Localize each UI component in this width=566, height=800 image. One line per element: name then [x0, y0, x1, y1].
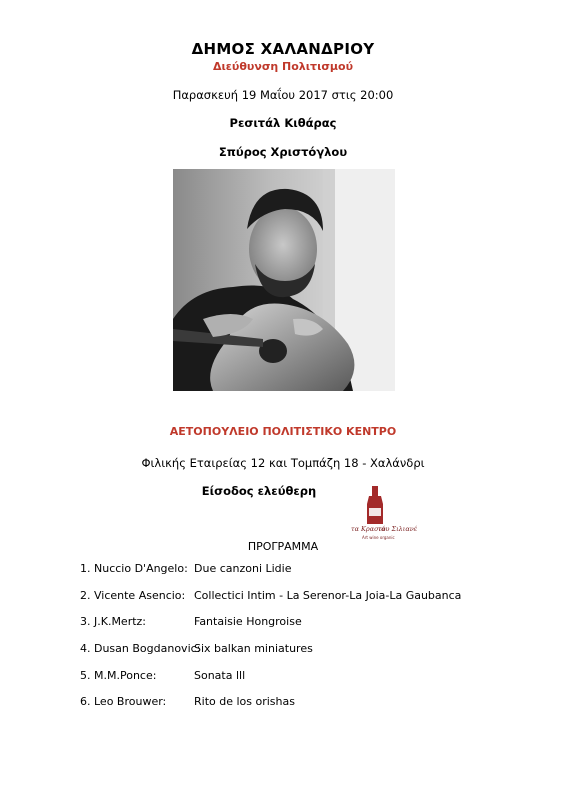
program-composer: 5. M.M.Ponce:: [80, 669, 157, 682]
program-work: Collectici Intim - La Serenor-La Joia-La Gaubanca: [194, 589, 462, 602]
program-work: Six balkan miniatures: [194, 642, 313, 655]
program-work: Due canzoni Lidie: [194, 562, 292, 575]
program-work: Sonata lll: [194, 669, 246, 682]
venue-address: Φιλικής Εταιρείας 12 και Τομπάζη 18 - Χαλάνδρι: [141, 456, 425, 470]
event-title: Ρεσιτάλ Κιθάρας: [229, 116, 337, 130]
program-composer: 3. J.K.Mertz:: [80, 615, 147, 628]
program-title: ΠΡΟΓΡΑΜΜΑ: [247, 540, 319, 553]
program-work: Fantaisie Hongroise: [194, 615, 302, 628]
program-composer: 4. Dusan Bogdanovic:: [80, 642, 201, 655]
wine-sponsor-logo: [348, 484, 418, 542]
svg-text:του Σιλιανέ: του Σιλιανέ: [378, 525, 418, 533]
program-work: Rito de los orishas: [194, 695, 295, 708]
performer-name: Σπύρος Χριστόγλου: [218, 145, 348, 159]
free-entry-note: Είσοδος ελεύθερη: [201, 484, 317, 498]
guitarist-photo: [173, 169, 395, 391]
municipality-title: ΔΗΜΟΣ ΧΑΛΑΝΔΡΙΟΥ: [191, 40, 375, 58]
svg-text:τα Κρασιά: τα Κρασιά: [351, 525, 386, 533]
svg-text:Art wine organic: Art wine organic: [362, 535, 395, 540]
program-composer: 2. Vicente Asencio:: [80, 589, 186, 602]
program-composer: 1. Nuccio D'Angelo:: [80, 562, 188, 575]
directorate-subtitle: Διεύθυνση Πολιτισμού: [212, 60, 354, 73]
program-composer: 6. Leo Brouwer:: [80, 695, 167, 708]
venue-name: ΑΕΤΟΠΟΥΛΕΙΟ ΠΟΛΙΤΙΣΤΙΚΟ ΚΕΝΤΡΟ: [169, 425, 397, 438]
event-date-time: Παρασκευή 19 Μαΐου 2017 στις 20:00: [172, 88, 394, 102]
